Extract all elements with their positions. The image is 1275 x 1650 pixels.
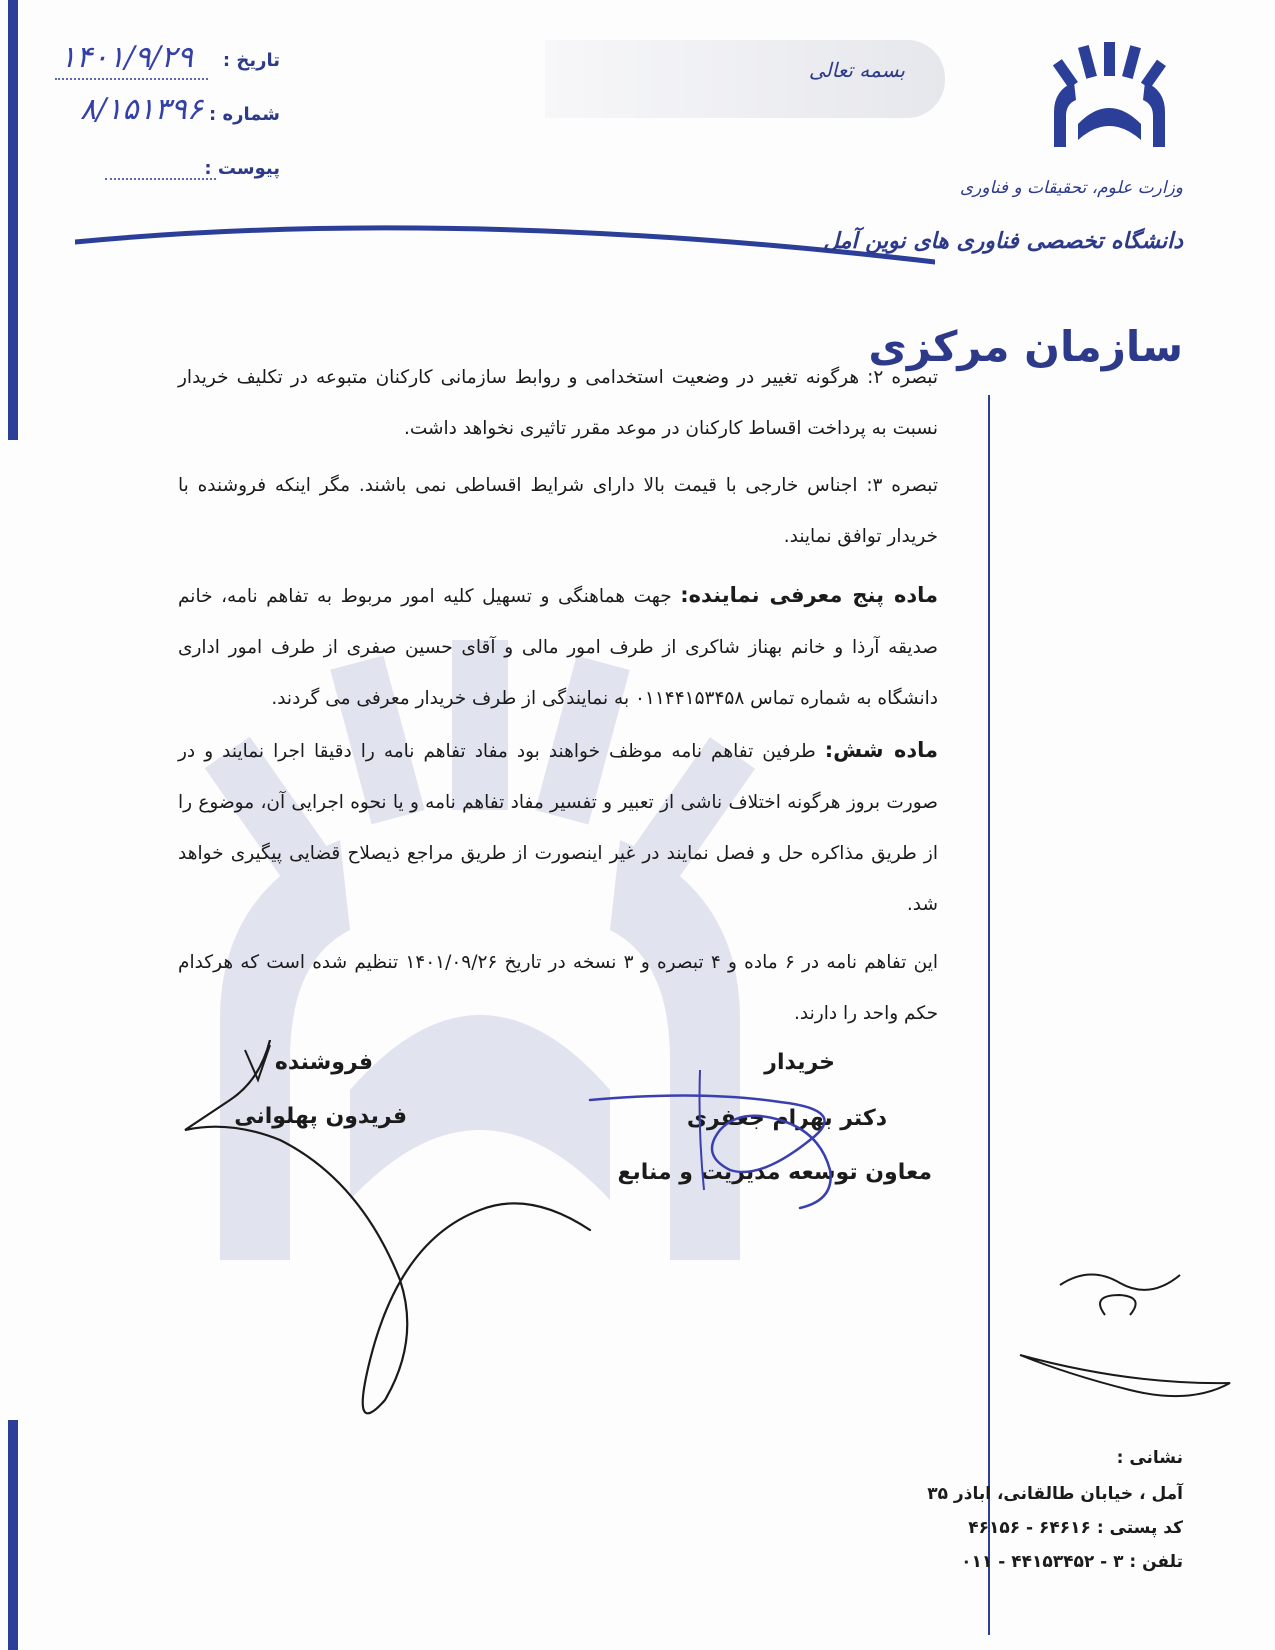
date-value: ۱۴۰۱/۹/۲۹ xyxy=(60,40,194,75)
number-row xyxy=(80,92,280,136)
article-6 xyxy=(178,725,938,930)
seller-signature xyxy=(170,1040,600,1440)
date-row xyxy=(55,42,280,82)
buyer-name: دکتر بهرام جعفری xyxy=(686,1106,887,1131)
margin-signature xyxy=(1010,1345,1240,1415)
header-divider-swoosh xyxy=(75,212,935,282)
address-postal-code: کد پستی : ۶۴۶۱۶ - ۴۶۱۵۶ xyxy=(968,1518,1183,1538)
margin-bar-bottom xyxy=(8,1420,18,1650)
university-name: دانشگاه تخصصی فناوری های نوین آمل xyxy=(823,228,1183,254)
article-5 xyxy=(178,570,938,724)
ministry-name: وزارت علوم، تحقیقات و فناوری xyxy=(959,178,1183,198)
article-5-heading: ماده پنج معرفی نماینده: xyxy=(680,583,939,607)
bismillah-text: بسمه تعالی xyxy=(808,58,905,82)
buyer-position: معاون توسعه مدیریت و منابع xyxy=(617,1160,932,1185)
attachment-dotted-line xyxy=(105,178,216,180)
attachment-label: پیوست : xyxy=(204,158,280,179)
closing-paragraph: این تفاهم نامه در ۶ ماده و ۴ تبصره و ۳ نسخه در تاریخ ۱۴۰۱/۰۹/۲۶ تنظیم شده است که هرکدام حکم واحد را دارند. xyxy=(178,952,938,1024)
note-3: تبصره ۳: اجناس خارجی با قیمت بالا دارای شرایط اقساطی نمی باشند. مگر اینکه فروشنده با خریدار توافق نمایند. xyxy=(178,475,938,547)
initials-signature xyxy=(1050,1255,1190,1325)
article-6-text: طرفین تفاهم نامه موظف خواهند بود مفاد تفاهم نامه را دقیقا اجرا نمایند و در صورت بروز هرگونه اختلاف ناشی از تعبیر و تفسیر مفاد تفاهم نامه و یا نحوه اجرایی آن، موضوع را از طریق مذاکره حل و فصل نمایند در غیر اینصورت از طریق مراجع ذیصلاح قضایی پیگیری خواهد شد. xyxy=(178,741,938,915)
university-logo-icon xyxy=(1052,42,1167,147)
number-label: شماره : xyxy=(209,104,280,125)
right-column-divider xyxy=(988,395,990,1635)
address-street: آمل ، خیابان طالقانی، اباذر ۳۵ xyxy=(927,1484,1183,1504)
margin-bar-top xyxy=(8,0,18,440)
date-label: تاریخ : xyxy=(222,50,280,71)
seller-label: فروشنده xyxy=(274,1050,373,1075)
article-5-text: جهت هماهنگی و تسهیل کلیه امور مربوط به تفاهم نامه، خانم صدیقه آرذا و خانم بهناز شاکری از طرف امور مالی و آقای حسین صفری از طرف امور اداری دانشگاه به شماره تماس ۰۱۱۴۴۱۵۳۴۵۸ به نمایندگی از طرف خریدار معرفی می گردند. xyxy=(178,586,938,709)
date-dotted-line xyxy=(55,78,208,80)
article-6-heading: ماده شش: xyxy=(824,738,938,762)
number-value: ۸/۱۵۱۳۹۶ xyxy=(80,92,203,127)
department-name: سازمان مرکزی xyxy=(868,322,1183,371)
address-phone: تلفن : ۳ - ۴۴۱۵۳۴۵۲ - ۰۱۱ xyxy=(961,1552,1183,1572)
attachment-row xyxy=(105,152,280,186)
buyer-signature xyxy=(580,1070,900,1220)
address-label: نشانی : xyxy=(1116,1448,1183,1468)
seller-name: فریدون پهلوانی xyxy=(234,1104,407,1129)
buyer-label: خریدار xyxy=(764,1050,835,1075)
note-2: تبصره ۲: هرگونه تغییر در وضعیت استخدامی و روابط سازمانی کارکنان متبوعه در تکلیف خریدار نسبت به پرداخت اقساط کارکنان در موعد مقرر تاثیری نخواهد داشت. xyxy=(178,367,938,439)
bismillah-banner xyxy=(545,40,945,118)
